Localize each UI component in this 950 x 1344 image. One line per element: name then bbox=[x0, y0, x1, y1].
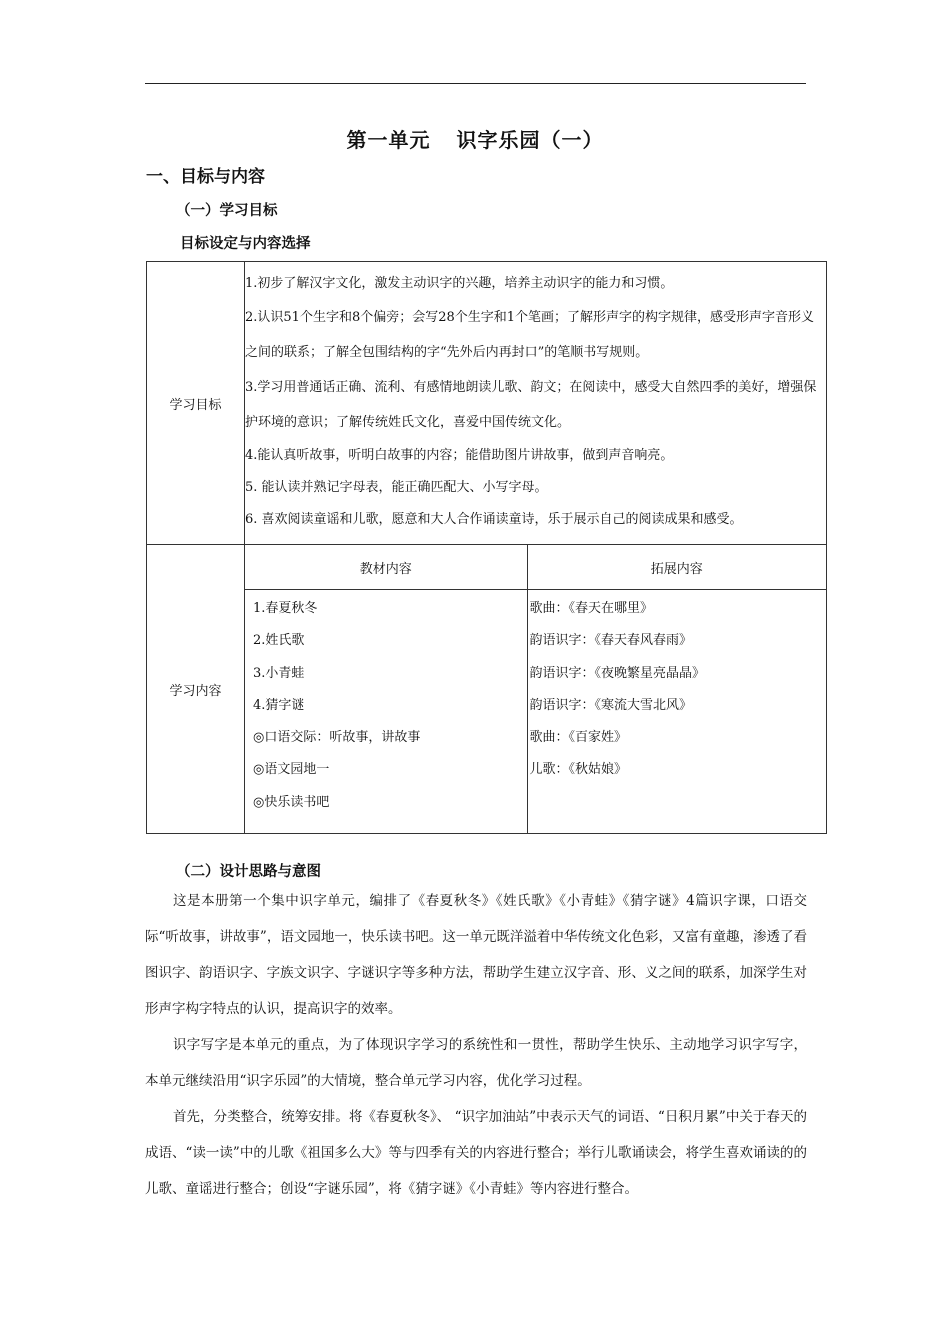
extension-item: 歌曲：《百家姓》 bbox=[529, 730, 628, 746]
extension-header: 拓展内容 bbox=[527, 545, 826, 590]
goals-row bbox=[147, 262, 827, 545]
goals-label: 学习目标 bbox=[147, 262, 245, 545]
extension-item: 歌曲：《春天在哪里》 bbox=[529, 601, 654, 616]
textbook-item: 1.春夏秋冬 bbox=[253, 601, 318, 616]
body-paragraph: 识字写字是本单元的重点，为了体现识字学习的系统性和一贯性，帮助学生快乐、主动地学习识字写字，本单元继续沿用“识字乐园”的大情境，整合单元学习内容，优化学习过程。 bbox=[145, 1037, 807, 1089]
goal-item: 1.初步了解汉字文化，激发主动识字的兴趣，培养主动识字的能力和习惯。 bbox=[245, 276, 674, 291]
title-topic: 识字乐园（一） bbox=[456, 128, 604, 152]
content-cell bbox=[245, 545, 827, 834]
textbook-item: 2.姓氏歌 bbox=[253, 633, 305, 649]
goal-item: 3.学习用普通话正确、流利、有感情地朗读儿歌、韵文；在阅读中，感受大自然四季的美好，增强保护环境的意识；了解传统姓氏文化，喜爱中国传统文化。 bbox=[245, 380, 817, 430]
body-paragraph: 这是本册第一个集中识字单元，编排了《春夏秋冬》《姓氏歌》《小青蛙》《猜字谜》4篇识字课，口语交际“听故事，讲故事”，语文园地一，快乐读书吧。这一单元既洋溢着中华传统文化色彩，又富有童趣，渗透了看图识字、韵语识字、字族文识字、字谜识字等多种方法，帮助学生建立汉字音、形、义之间的联系，加深学生对形声字构字特点的认识，提高识字的效率。 bbox=[145, 893, 807, 1017]
extension-item: 韵语识字：《寒流大雪北风》 bbox=[529, 697, 693, 713]
textbook-item: ◎口语交际：听故事，讲故事 bbox=[253, 730, 421, 746]
header-rule bbox=[145, 83, 806, 84]
content-row bbox=[147, 545, 827, 834]
goals-cell bbox=[245, 262, 827, 545]
goal-item: 4.能认真听故事，听明白故事的内容；能借助图片讲故事，做到声音响亮。 bbox=[245, 448, 674, 463]
extension-item: 韵语识字：《春天春风春雨》 bbox=[529, 633, 693, 649]
textbook-header: 教材内容 bbox=[245, 545, 527, 590]
goal-item: 6. 喜欢阅读童谣和儿歌，愿意和大人合作诵读童诗，乐于展示自己的阅读成果和感受。 bbox=[245, 512, 743, 527]
textbook-item: 4.猜字谜 bbox=[253, 697, 305, 713]
section-heading-goals-content: 一、目标与内容 bbox=[146, 167, 265, 187]
textbook-item: ◎语文园地一 bbox=[253, 762, 330, 778]
extension-list bbox=[527, 590, 826, 834]
subsection-heading-learning-goals: （一）学习目标 bbox=[176, 203, 278, 219]
extension-item: 儿歌：《秋姑娘》 bbox=[529, 762, 628, 778]
goal-item: 5. 能认读并熟记字母表，能正确匹配大、小写字母。 bbox=[245, 480, 548, 495]
table-caption: 目标设定与内容选择 bbox=[180, 236, 311, 252]
textbook-item: ◎快乐读书吧 bbox=[253, 794, 330, 810]
extension-item: 韵语识字：《夜晚繁星亮晶晶》 bbox=[529, 665, 706, 681]
goal-item: 2.认识51个生字和8个偏旁；会写28个生字和1个笔画；了解形声字的构字规律，感受形声字音形义之间的联系；了解全包围结构的字“先外后内再封口”的笔顺书写规则。 bbox=[245, 310, 815, 360]
content-inner-table bbox=[245, 545, 826, 833]
textbook-item: 3.小青蛙 bbox=[253, 665, 305, 681]
goals-content-table bbox=[146, 261, 827, 834]
page-title bbox=[0, 124, 950, 153]
textbook-list bbox=[245, 590, 527, 834]
subsection-heading-design: （二）设计思路与意图 bbox=[176, 864, 321, 880]
content-label: 学习内容 bbox=[147, 545, 245, 834]
title-unit: 第一单元 bbox=[346, 128, 431, 152]
body-paragraph: 首先，分类整合，统筹安排。将《春夏秋冬》、 “识字加油站”中表示天气的词语、“日积月累”中关于春天的成语、“读一读”中的儿歌《祖国多么大》等与四季有关的内容进行整合；举行儿歌诵读会，将学生喜欢诵读的的儿歌、童谣进行整合；创设“字谜乐园”，将《猜字谜》《小青蛙》等内容进行整合。 bbox=[145, 1109, 807, 1197]
